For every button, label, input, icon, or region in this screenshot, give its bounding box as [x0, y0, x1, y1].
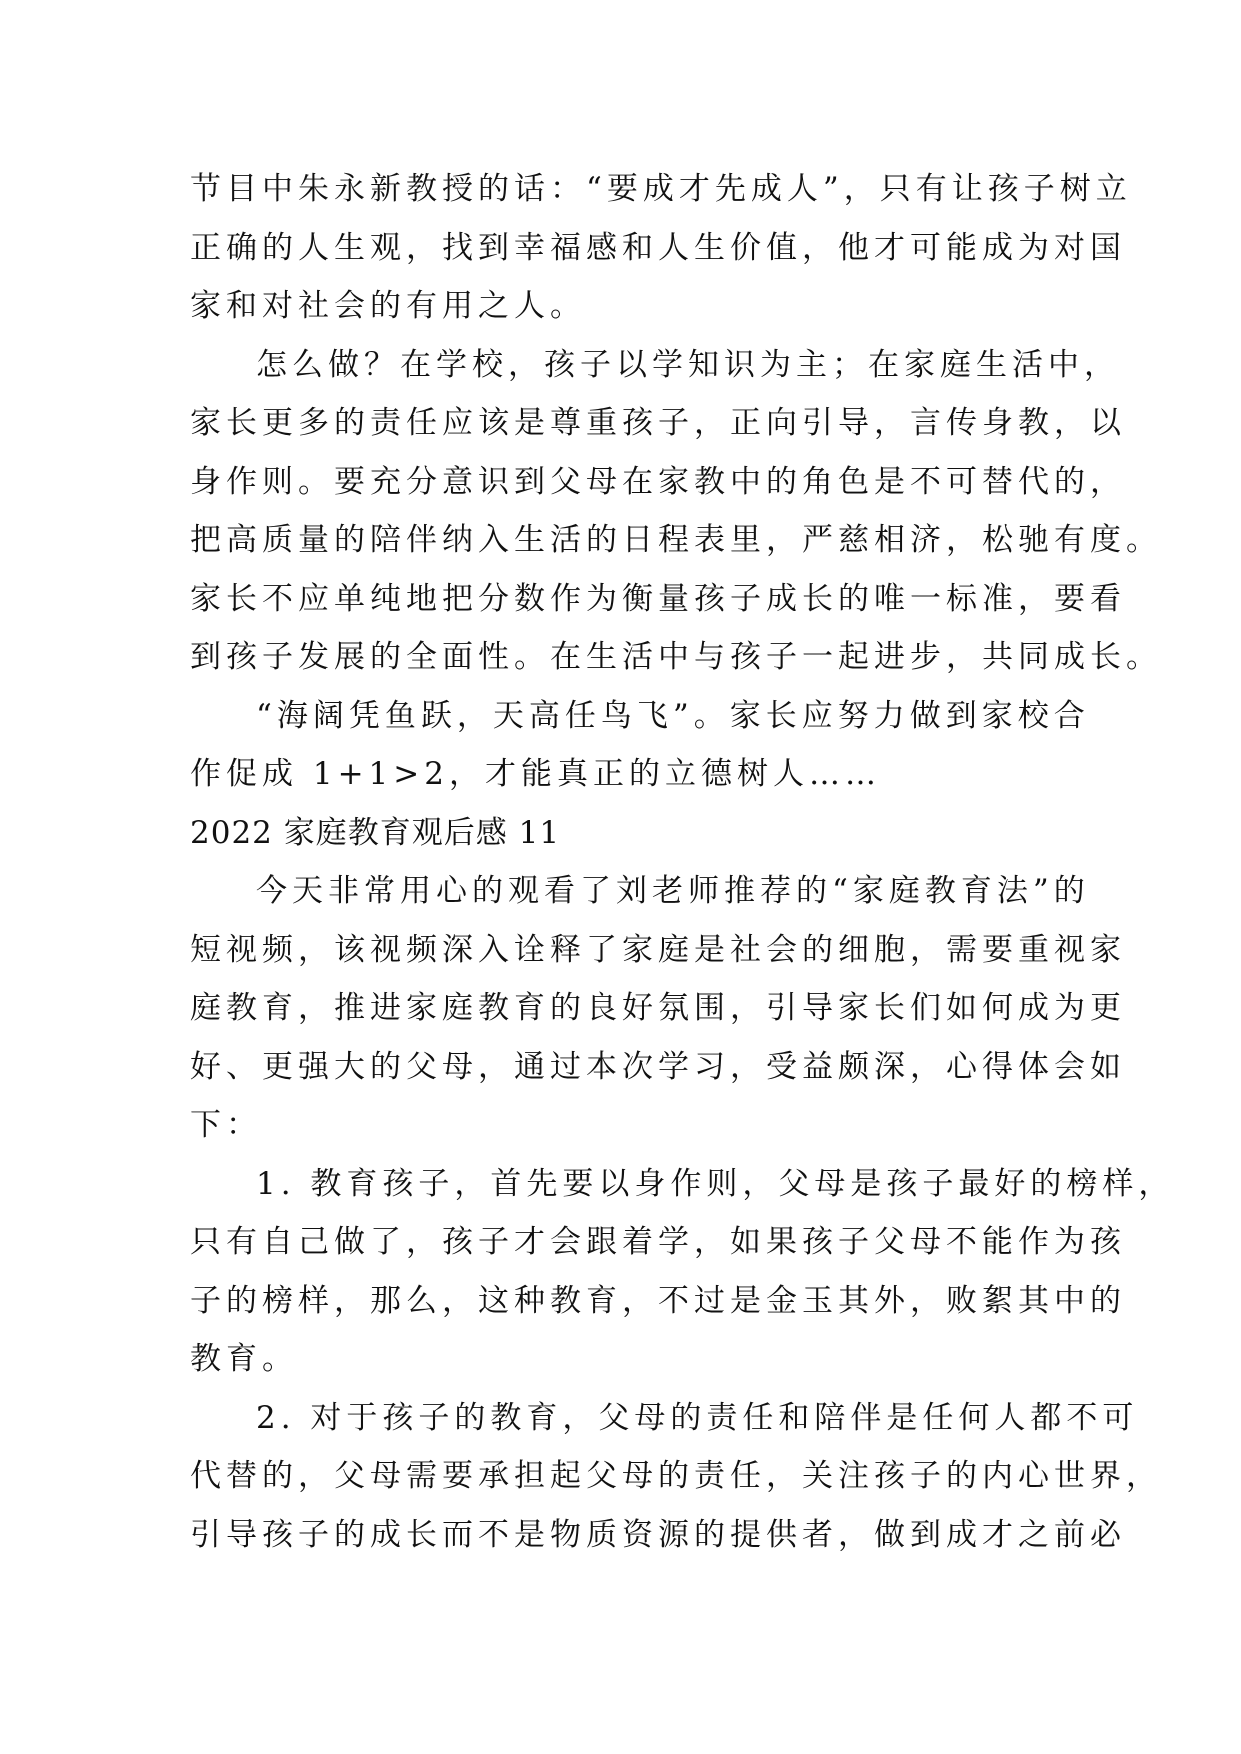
text-line: 到孩子发展的全面性。在生活中与孩子一起进步，共同成长。	[190, 639, 1162, 675]
text-line: 下：	[190, 1107, 262, 1143]
text-line: 教育。	[190, 1341, 298, 1377]
text-line: 节目中朱永新教授的话：“要成才先成人”，只有让孩子树立	[190, 171, 1132, 207]
text-line: 家和对社会的有用之人。	[190, 288, 586, 324]
text-line: “海阔凭鱼跃，天高任鸟飞”。家长应努力做到家校合	[256, 697, 1090, 734]
text-line: 家长更多的责任应该是尊重孩子，正向引导，言传身教，以	[190, 405, 1126, 441]
text-line: 正确的人生观，找到幸福感和人生价值，他才可能成为对国	[190, 229, 1126, 266]
text-line: 今天非常用心的观看了刘老师推荐的“家庭教育法”的	[256, 873, 1090, 909]
text-line: 只有自己做了，孩子才会跟着学，如果孩子父母不能作为孩	[190, 1224, 1126, 1260]
text-line: 短视频，该视频深入诠释了家庭是社会的细胞，需要重视家	[190, 931, 1126, 968]
text-line: 好、更强大的父母，通过本次学习，受益颇深，心得体会如	[190, 1048, 1126, 1085]
text-line: 代替的，父母需要承担起父母的责任，关注孩子的内心世界，	[190, 1458, 1162, 1494]
text-line: 把高质量的陪伴纳入生活的日程表里，严慈相济，松驰有度。	[190, 522, 1162, 558]
document-body	[190, 160, 1175, 1564]
section-heading: 2022 家庭教育观后感 11	[190, 814, 561, 851]
list-item-2: 2. 对于孩子的教育，父母的责任和陪伴是任何人都不可	[256, 1399, 1139, 1436]
text-line: 子的榜样，那么，这种教育，不过是金玉其外，败絮其中的	[190, 1282, 1126, 1319]
text-line: 身作则。要充分意识到父母在家教中的角色是不可替代的，	[190, 463, 1126, 500]
list-item-1: 1. 教育孩子，首先要以身作则，父母是孩子最好的榜样，	[256, 1165, 1175, 1202]
text-line: 庭教育，推进家庭教育的良好氛围，引导家长们如何成为更	[190, 990, 1126, 1026]
text-line: 家长不应单纯地把分数作为衡量孩子成长的唯一标准，要看	[190, 580, 1126, 617]
text-line: 作促成 1+1>2，才能真正的立德树人……	[190, 756, 881, 792]
text-line: 怎么做？在学校，孩子以学知识为主；在家庭生活中，	[256, 346, 1120, 383]
text-line: 引导孩子的成长而不是物质资源的提供者，做到成才之前必	[190, 1516, 1126, 1553]
